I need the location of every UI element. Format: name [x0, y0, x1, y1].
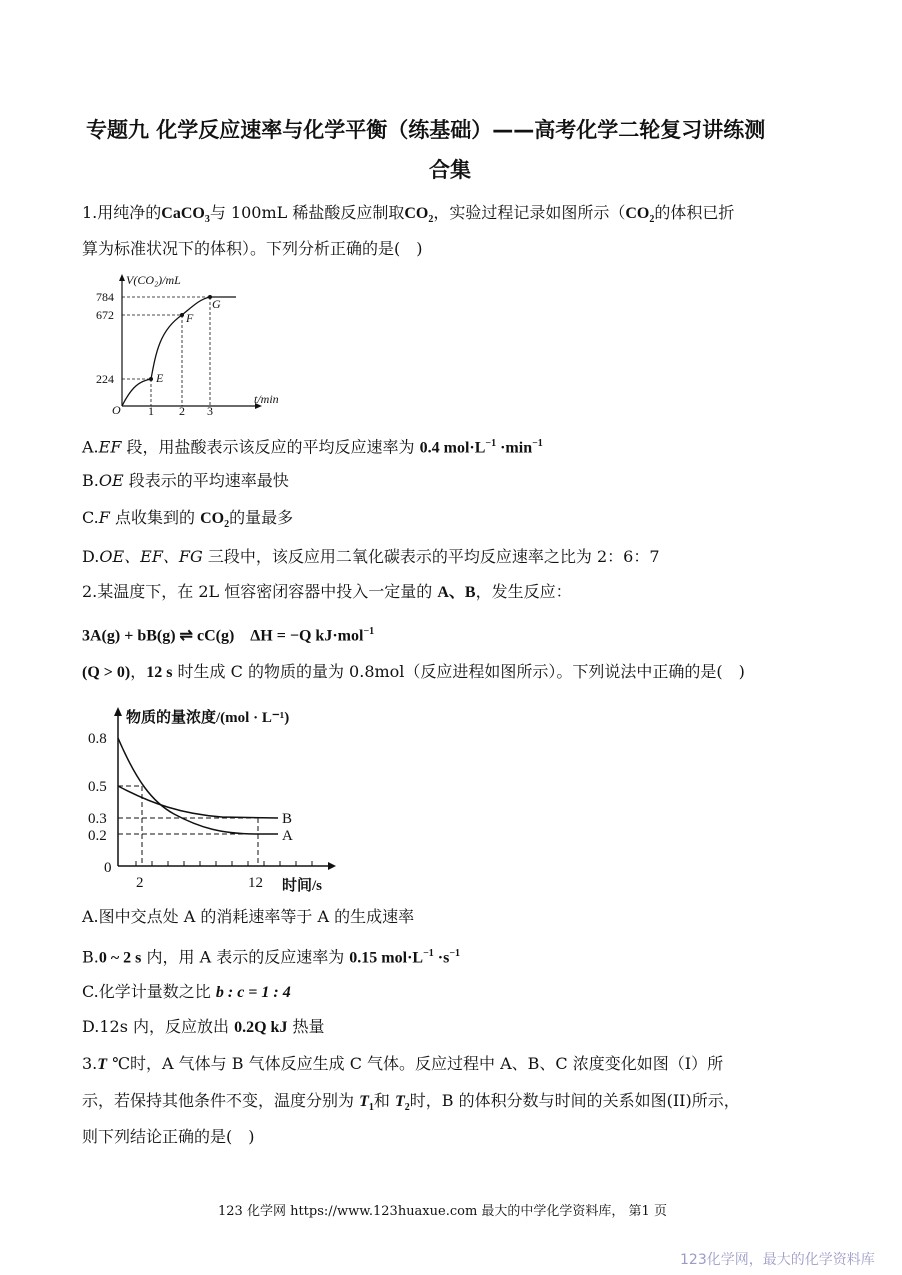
q2-graph-curve-label: B: [282, 811, 293, 827]
q1-option-c: C.F 点收集到的 $CO_2$的量最多: [82, 508, 294, 531]
q2-graph-ytick: 0.2: [88, 828, 107, 844]
q2-graph-xtick: 2: [136, 875, 144, 891]
q2-option-b: B.0 ~ 2 s 内，用 A 表示的反应速率为 0.15 $mol\cdot L^{-1} \cdot s^{-1}$: [82, 947, 461, 967]
q1-volume-time-graph: [90, 272, 300, 420]
q1-graph-ytick: 672: [96, 308, 114, 322]
q1-graph-ytick: 784: [96, 290, 114, 304]
q1-option-b: B.OE 段表示的平均速率最快: [82, 471, 289, 490]
q2-concentration-time-graph: [82, 702, 362, 896]
q1-graph-xtick: 1: [148, 404, 154, 418]
q1-graph-point-label: G: [212, 297, 221, 311]
site-watermark: 123化学网，最大的化学资料库: [680, 1252, 875, 1268]
page-title: 专题九 化学反应速率与化学平衡（练基础）——高考化学二轮复习讲练测: [86, 118, 766, 142]
q1-graph-xlabel: t/min: [254, 392, 279, 406]
q3-stem-line3: 则下列结论正确的是( ): [82, 1127, 255, 1146]
q2-option-c: C.化学计量数之比 b : c = 1 : 4: [82, 982, 291, 1001]
q1-graph-xtick: 2: [179, 404, 185, 418]
q1-graph-point-label: F: [186, 311, 194, 325]
q2-stem-line3: (Q > 0)，12 s 时生成 C 的物质的量为 0.8mol（反应进程如图所示）。下列说法中正确的是( ): [82, 662, 745, 681]
q2-graph-xlabel: 时间/s: [282, 878, 323, 894]
q2-graph-ytick: 0.3: [88, 811, 107, 827]
q3-stem-line2: 示，若保持其他条件不变，温度分别为 $T_1$和 $T_2$时，B 的体积分数与时间的关系如图(II)所示，: [82, 1091, 740, 1114]
q2-stem-line1: 2.某温度下，在 2L 恒容密闭容器中投入一定量的 A、B，发生反应：: [82, 582, 572, 601]
q2-graph-origin: 0: [104, 860, 112, 876]
q1-graph-origin: O: [112, 403, 121, 417]
q1-option-a: A.EF 段，用盐酸表示该反应的平均反应速率为 0.4 $mol\cdot L^{-1} \cdot\min^{-1}$: [82, 437, 543, 457]
q1-stem-line1: 1.用纯净的CaCO$_3$与 100mL 稀盐酸反应制取$CO_2$，实验过程记录如图所示（$CO_2$的体积已折: [82, 203, 735, 226]
q2-graph-curve-label: A: [282, 828, 293, 844]
q1-graph-point-label: E: [156, 371, 164, 385]
q1-stem-line2: 算为标准状况下的体积）。下列分析正确的是( ): [82, 239, 423, 258]
q1-graph-xtick: 3: [207, 404, 213, 418]
q2-graph-ytick: 0.8: [88, 731, 107, 747]
page-footer: 123 化学网 https://www.123huaxue.com 最大的中学化学资料库， 第1 页: [218, 1204, 667, 1219]
q2-graph-ytick: 0.5: [88, 779, 107, 795]
q1-graph-ylabel: V(CO₂)/mL: [126, 273, 181, 287]
page-title-continued: 合集: [429, 158, 471, 182]
q2-equation: 3A(g) + bB(g) ⇌ cC(g) ΔH = −Q kJ·mol$^{-1}$: [82, 626, 375, 645]
q2-option-d: D.12s 内，反应放出 0.2Q kJ 热量: [82, 1017, 325, 1036]
q1-option-d: D.OE、EF、FG 三段中，该反应用二氧化碳表示的平均反应速率之比为 2：6：7: [82, 547, 660, 566]
q2-option-a: A.图中交点处 A 的消耗速率等于 A 的生成速率: [82, 907, 415, 926]
q3-stem-line1: 3.T ℃时，A 气体与 B 气体反应生成 C 气体。反应过程中 A、B、C 浓度变化如图（I）所: [82, 1054, 724, 1073]
q2-graph-ylabel: 物质的量浓度/(mol · L⁻¹): [126, 710, 290, 726]
q2-graph-xtick: 12: [248, 875, 263, 891]
q1-graph-ytick: 224: [96, 372, 114, 386]
